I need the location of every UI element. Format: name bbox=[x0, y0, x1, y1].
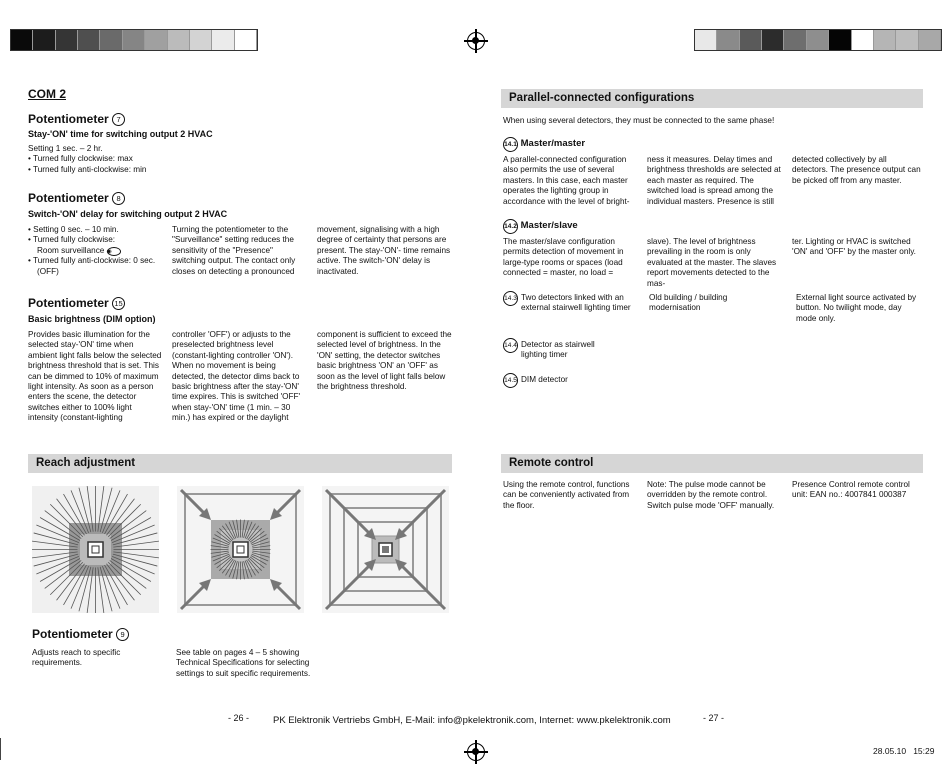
color-bar-right bbox=[694, 29, 942, 51]
pot7-title: Potentiometer 7 bbox=[28, 112, 125, 126]
s141-col2: ness it measures. Delay times and brightness thresholds are selected at each master as required. The switched load is spread among the individual masters. Presence is still bbox=[647, 155, 781, 206]
com-title: COM 2 bbox=[28, 87, 67, 101]
color-swatch bbox=[717, 30, 739, 50]
remote-control-heading: Remote control bbox=[501, 454, 923, 473]
color-swatch bbox=[11, 30, 33, 50]
ray bbox=[50, 562, 83, 595]
color-swatch bbox=[145, 30, 167, 50]
pot8-subtitle: Switch-'ON' delay for switching output 2 HVAC bbox=[28, 209, 228, 219]
color-swatch bbox=[919, 30, 941, 50]
section-14-2-number: 14.2 bbox=[503, 219, 518, 234]
crop-mark-left bbox=[0, 738, 1, 760]
registration-mark-top-icon bbox=[467, 32, 485, 50]
footer-company: PK Elektronik Vertriebs GmbH, E-Mail: info@pkelektronik.com, Internet: www.pkelektronik.com bbox=[273, 715, 671, 726]
s142-col1: The master/slave configuration permits detection of movement in large-type rooms or spaces (load connected = master, no load = bbox=[503, 237, 624, 278]
color-swatch bbox=[762, 30, 784, 50]
section-14-3-number: 14.3 bbox=[503, 291, 518, 306]
s142-col3: ter. Lighting or HVAC is switched 'ON' and 'OFF' by the master only. bbox=[792, 237, 916, 257]
pot7-number: 7 bbox=[112, 113, 125, 126]
color-swatch bbox=[235, 30, 257, 50]
reach-adjustment-heading: Reach adjustment bbox=[28, 454, 452, 473]
pot9-col2: See table on pages 4 – 5 showing Technical Specifications for selecting settings to suit specific requirements. bbox=[176, 648, 311, 678]
color-bar-left bbox=[10, 29, 258, 51]
ray bbox=[108, 504, 141, 537]
page-number-left: - 26 - bbox=[228, 713, 250, 723]
pot8-title: Potentiometer 8 bbox=[28, 191, 125, 205]
pot8-col1: • Setting 0 sec. – 10 min. • Turned fully clockwise: Room surveillance ◉ • Turned fully anti-clockwise: 0 sec. (OFF) bbox=[28, 225, 163, 277]
pot7-bullet: • Turned fully anti-clockwise: min bbox=[28, 165, 228, 175]
s141-col1: A parallel-connected configuration also permits the use of several masters. In this case, each master operates the lighting group in accordance with the level of bright- bbox=[503, 155, 630, 206]
section-14-2-heading: 14.2 Master/slave bbox=[503, 219, 578, 234]
color-swatch bbox=[784, 30, 806, 50]
pot9-title: Potentiometer 9 bbox=[32, 627, 129, 641]
color-swatch bbox=[56, 30, 78, 50]
footer-datetime: 28.05.10 15:29 bbox=[873, 746, 935, 756]
pot7-subtitle: Stay-'ON' time for switching output 2 HVAC bbox=[28, 129, 213, 139]
s143-col2: Old building / building modernisation bbox=[649, 293, 728, 313]
pot8-number: 8 bbox=[112, 192, 125, 205]
color-swatch bbox=[740, 30, 762, 50]
remote-col3: Presence Control remote control unit: EAN no.: 4007841 000387 bbox=[792, 480, 910, 500]
color-swatch bbox=[896, 30, 918, 50]
color-swatch bbox=[190, 30, 212, 50]
section-14-1-number: 14.1 bbox=[503, 137, 518, 152]
color-swatch bbox=[807, 30, 829, 50]
section-14-1-heading: 14.1 Master/master bbox=[503, 137, 585, 152]
reach-diagram-min bbox=[322, 486, 449, 613]
s142-col2: slave). The level of brightness prevailing in the room is only evaluated at the master. The slaves report movements detected to the mas- bbox=[647, 237, 777, 288]
pot15-title: Potentiometer 15 bbox=[28, 296, 125, 310]
pot8-col3: movement, signalising with a high degree of certainty that persons are present. The stay-'ON'- time remains active. The switch-'ON' delay is inactivated. bbox=[317, 225, 451, 276]
pot15-col1: Provides basic illumination for the selected stay-'ON' time when ambient light falls below the selected brightness threshold that is set. This can be dimmed to 10% of maximum light intensity. As soon as a person enters the scene, the detector switches either to 100% light intensity (constant-lighting bbox=[28, 330, 162, 423]
reach-diagram-mid bbox=[177, 486, 304, 613]
registration-mark-bottom-icon bbox=[467, 743, 485, 761]
pot7-text: Setting 1 sec. – 2 hr. • Turned fully clockwise: max • Turned fully anti-clockwise: min bbox=[28, 144, 228, 175]
pot9-number: 9 bbox=[116, 628, 129, 641]
color-swatch bbox=[874, 30, 896, 50]
color-swatch bbox=[168, 30, 190, 50]
ray bbox=[50, 504, 83, 537]
s143-col3: External light source activated by button. No twilight mode, day mode only. bbox=[796, 293, 917, 323]
pot15-subtitle: Basic brightness (DIM option) bbox=[28, 314, 156, 324]
color-swatch bbox=[33, 30, 55, 50]
s145-text: DIM detector bbox=[521, 375, 568, 384]
color-swatch bbox=[123, 30, 145, 50]
color-swatch bbox=[829, 30, 851, 50]
reach-diagram-max bbox=[32, 486, 159, 613]
ray bbox=[108, 562, 141, 595]
remote-col2: Note: The pulse mode cannot be overridden by the remote control. Switch pulse mode 'OFF' manually. bbox=[647, 480, 775, 510]
remote-col1: Using the remote control, functions can be conveniently activated from the floor. bbox=[503, 480, 630, 510]
pot9-col1: Adjusts reach to specific requirements. bbox=[32, 648, 121, 668]
color-swatch bbox=[852, 30, 874, 50]
parallel-intro: When using several detectors, they must be connected to the same phase! bbox=[503, 116, 775, 125]
section-14-5-number: 14.5 bbox=[503, 373, 518, 388]
eye-icon: ◉ bbox=[107, 247, 121, 256]
color-swatch bbox=[78, 30, 100, 50]
s141-col3: detected collectively by all detectors. The presence output can be picked off from any master. bbox=[792, 155, 921, 185]
pot15-number: 15 bbox=[112, 297, 125, 310]
s144-text: Detector as stairwell lighting timer bbox=[521, 340, 595, 360]
pot15-col3: component is sufficient to exceed the selected level of brightness. In the 'ON' setting, the detector switches basic brightness 'ON' an 'OFF' as soon as the level of light falls below the brightness threshold. bbox=[317, 330, 452, 392]
page-number-right: - 27 - bbox=[703, 713, 725, 723]
pot8-col2: Turning the potentiometer to the "Surveillance" setting reduces the sensitivity of the "Presence" switching output. The contact only closes on detecting a pronounced bbox=[172, 225, 296, 276]
pot7-bullet: • Turned fully clockwise: max bbox=[28, 154, 228, 164]
color-swatch bbox=[212, 30, 234, 50]
color-swatch bbox=[100, 30, 122, 50]
color-swatch bbox=[695, 30, 717, 50]
parallel-configurations-heading: Parallel-connected configurations bbox=[501, 89, 923, 108]
pot15-col2: controller 'OFF') or adjusts to the preselected brightness level (constant-lighting controller 'ON'). When no movement is being detected, the detector dims back to basic brightness after the stay-'ON' time expires. This is switched 'OFF' when stay-'ON' time (1 min. – 30 min.) has expired or the daylight bbox=[172, 330, 301, 423]
s143-col1: Two detectors linked with an external stairwell lighting timer bbox=[521, 293, 631, 313]
section-14-4-number: 14.4 bbox=[503, 338, 518, 353]
